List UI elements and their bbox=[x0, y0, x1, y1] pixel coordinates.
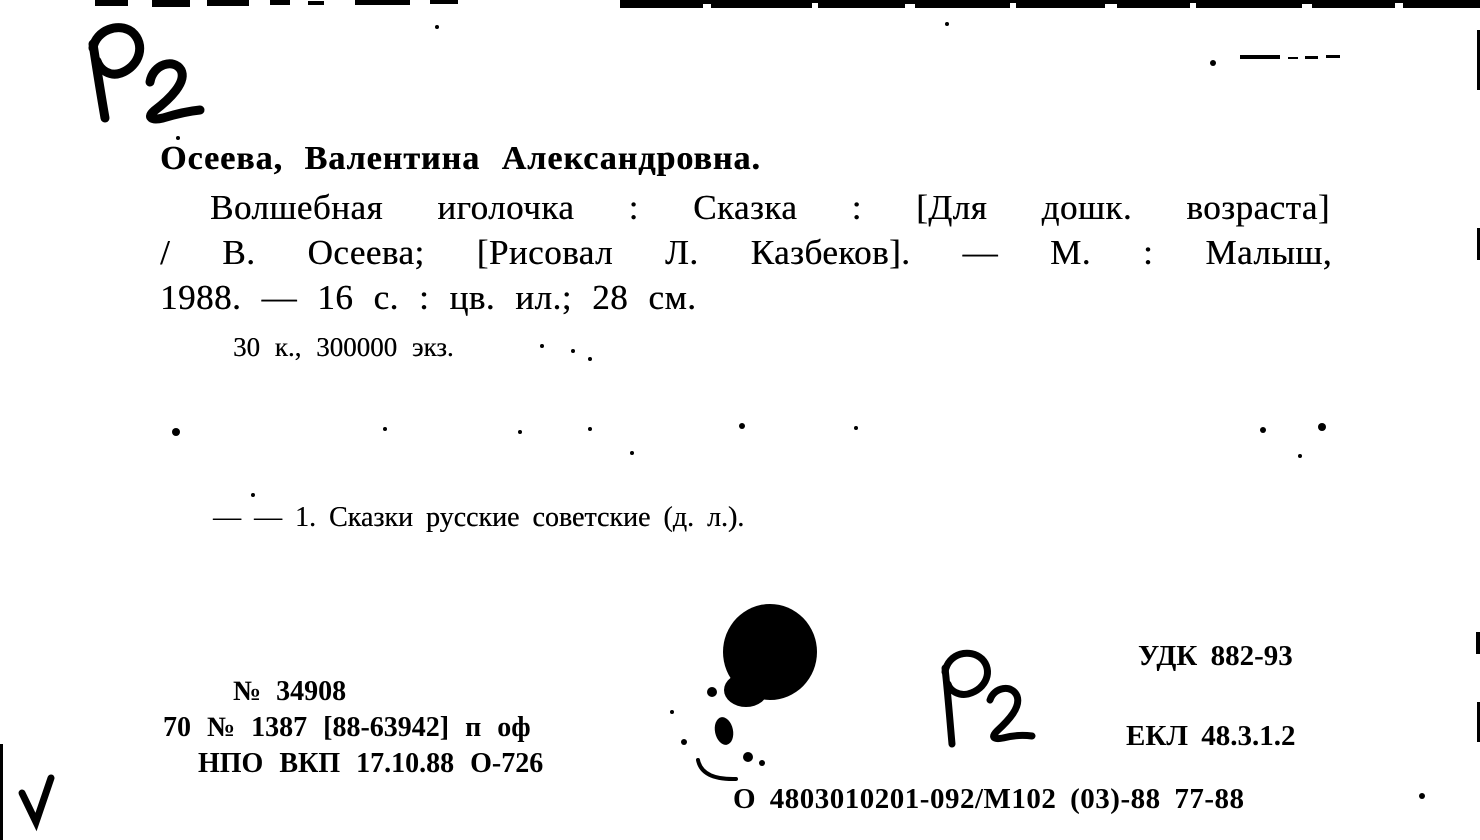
toner-specks bbox=[172, 22, 1425, 799]
title-line: Волшебная иголочка : Сказка : [Для дошк. возраста] bbox=[210, 188, 1330, 227]
ekl-classification: ЕКЛ 48.3.1.2 bbox=[1126, 720, 1296, 752]
printing-house-line: НПО ВКП 17.10.88 О-726 bbox=[198, 748, 544, 779]
subject-tracing: — — 1. Сказки русские советские (д. л.). bbox=[213, 502, 745, 533]
udk-classification: УДК 882-93 bbox=[1138, 640, 1293, 672]
handwritten-p2-top bbox=[93, 28, 200, 119]
handwritten-checkmark bbox=[22, 778, 51, 822]
top-right-dash-mark bbox=[1240, 55, 1340, 59]
statement-of-responsibility-line: / В. Осеева; [Рисовал Л. Казбеков]. — М. : Малыш, bbox=[160, 233, 1332, 272]
author-heading: Осеева, Валентина Александровна. bbox=[160, 140, 761, 177]
imprint-line: 1988. — 16 с. : цв. ил.; 28 см. bbox=[160, 278, 697, 317]
stock-number: № 34908 bbox=[233, 676, 347, 707]
catalog-order-code: О 4803010201-092/М102 (03)-88 77-88 bbox=[733, 783, 1245, 815]
price-print-run: 30 к., 300000 экз. bbox=[233, 332, 454, 362]
order-number-line: 70 № 1387 [88-63942] п оф bbox=[163, 712, 531, 743]
top-edge-artifact bbox=[95, 0, 1480, 8]
handwritten-p2-middle bbox=[945, 653, 1032, 744]
ink-blot bbox=[670, 604, 817, 779]
